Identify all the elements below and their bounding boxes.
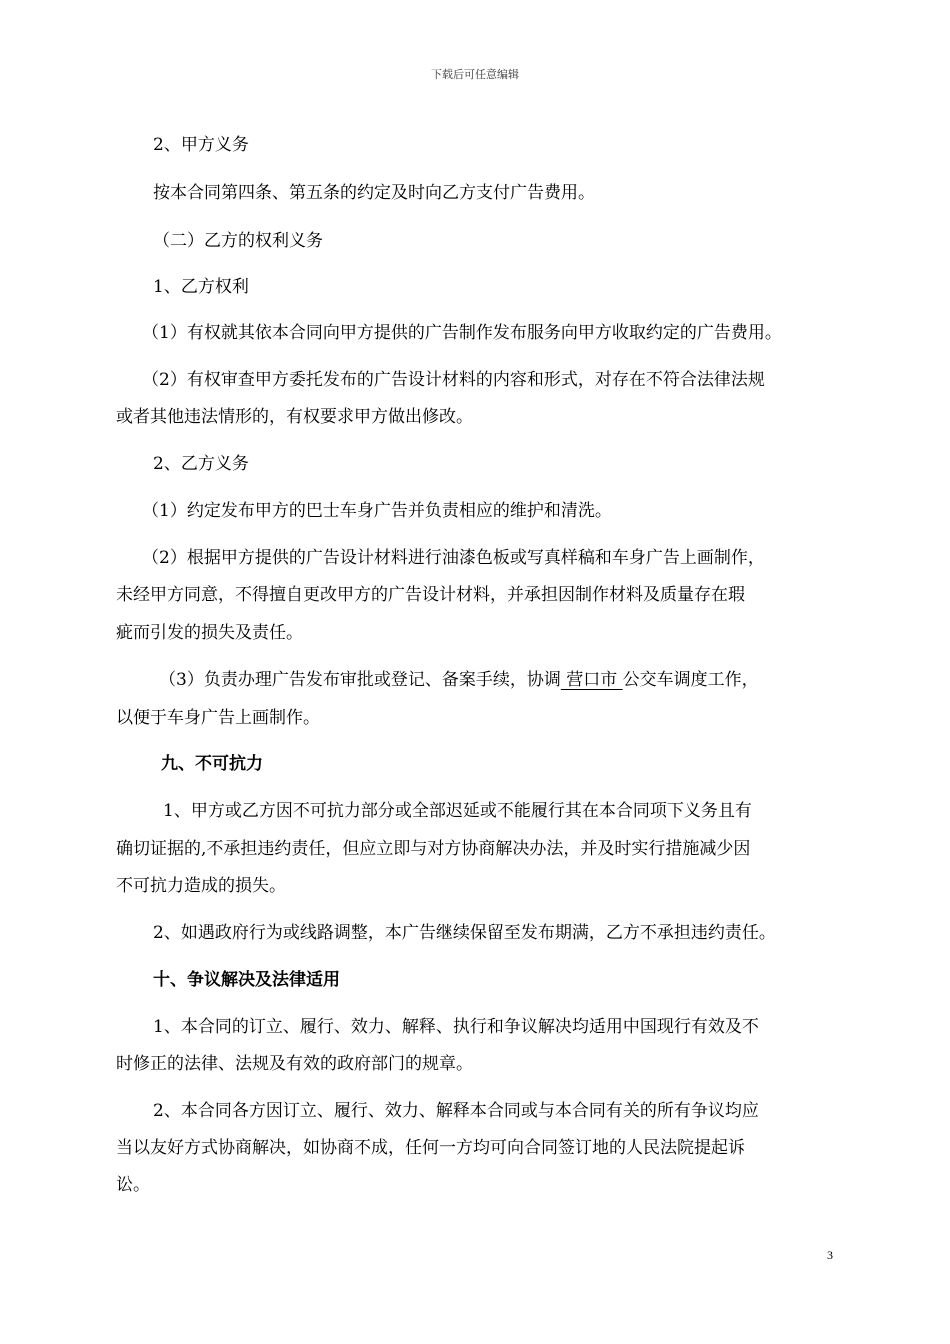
party-b-obligation-3-line-2: 以便于车身广告上画制作。 <box>116 708 320 728</box>
party-b-obligation-2-line-3: 疵而引发的损失及责任。 <box>116 623 303 643</box>
party-b-right-2-line-2: 或者其他违法情形的，有权要求甲方做出修改。 <box>116 407 473 427</box>
section-party-b-rights-heading: （二）乙方的权利义务 <box>153 231 323 251</box>
dispute-1-line-2: 时修正的法律、法规及有效的政府部门的规章。 <box>116 1054 473 1074</box>
dispute-2-line-3: 讼。 <box>116 1175 150 1195</box>
party-a-obligation-text: 按本合同第四条、第五条的约定及时向乙方支付广告费用。 <box>153 183 595 203</box>
dispute-2-line-1: 2、本合同各方因订立、履行、效力、解释本合同或与本合同有关的所有争议均应 <box>153 1101 759 1121</box>
party-b-rights-heading: 1、乙方权利 <box>153 277 249 297</box>
obligation-3-suffix: 公交车调度工作， <box>622 670 759 690</box>
dispute-2-line-2: 当以友好方式协商解决，如协商不成，任何一方均可向合同签订地的人民法院提起诉 <box>116 1138 745 1158</box>
party-b-obligations-heading: 2、乙方义务 <box>153 454 249 474</box>
obligation-3-prefix: （3）负责办理广告发布审批或登记、备案手续，协调 <box>159 670 561 690</box>
force-majeure-1-line-2: 确切证据的,不承担违约责任，但应立即与对方协商解决办法，并及时实行措施减少因 <box>116 839 751 859</box>
party-b-obligation-1: （1）约定发布甲方的巴士车身广告并负责相应的维护和清洗。 <box>142 501 612 521</box>
dispute-1-line-1: 1、本合同的订立、履行、效力、解释、执行和争议解决均适用中国现行有效及不 <box>153 1017 759 1037</box>
party-b-obligation-2-line-1: （2）根据甲方提供的广告设计材料进行油漆色板或写真样稿和车身广告上画制作， <box>142 548 765 568</box>
force-majeure-1-line-1: 1、甲方或乙方因不可抗力部分或全部迟延或不能履行其在本合同项下义务且有 <box>163 801 752 821</box>
section-9-force-majeure-heading: 九、不可抗力 <box>161 754 263 774</box>
party-b-obligation-3-line-1 <box>159 669 759 691</box>
section-10-dispute-resolution-heading: 十、争议解决及法律适用 <box>153 970 340 990</box>
page-header: 下载后可任意编辑 <box>431 68 519 81</box>
page-number: 3 <box>827 1248 833 1262</box>
force-majeure-2: 2、如遇政府行为或线路调整，本广告继续保留至发布期满，乙方不承担违约责任。 <box>153 923 776 943</box>
party-b-right-2-line-1: （2）有权审查甲方委托发布的广告设计材料的内容和形式，对存在不符合法律法规 <box>142 370 765 390</box>
party-b-right-1: （1）有权就其依本合同向甲方提供的广告制作发布服务向甲方收取约定的广告费用。 <box>142 323 782 343</box>
city-name-field: 营口市 <box>560 670 623 690</box>
party-b-obligation-2-line-2: 未经甲方同意，不得擅自更改甲方的广告设计材料，并承担因制作材料及质量存在瑕 <box>116 585 745 605</box>
force-majeure-1-line-3: 不可抗力造成的损失。 <box>116 876 286 896</box>
clause-2-party-a-obligations-heading: 2、甲方义务 <box>153 135 249 155</box>
